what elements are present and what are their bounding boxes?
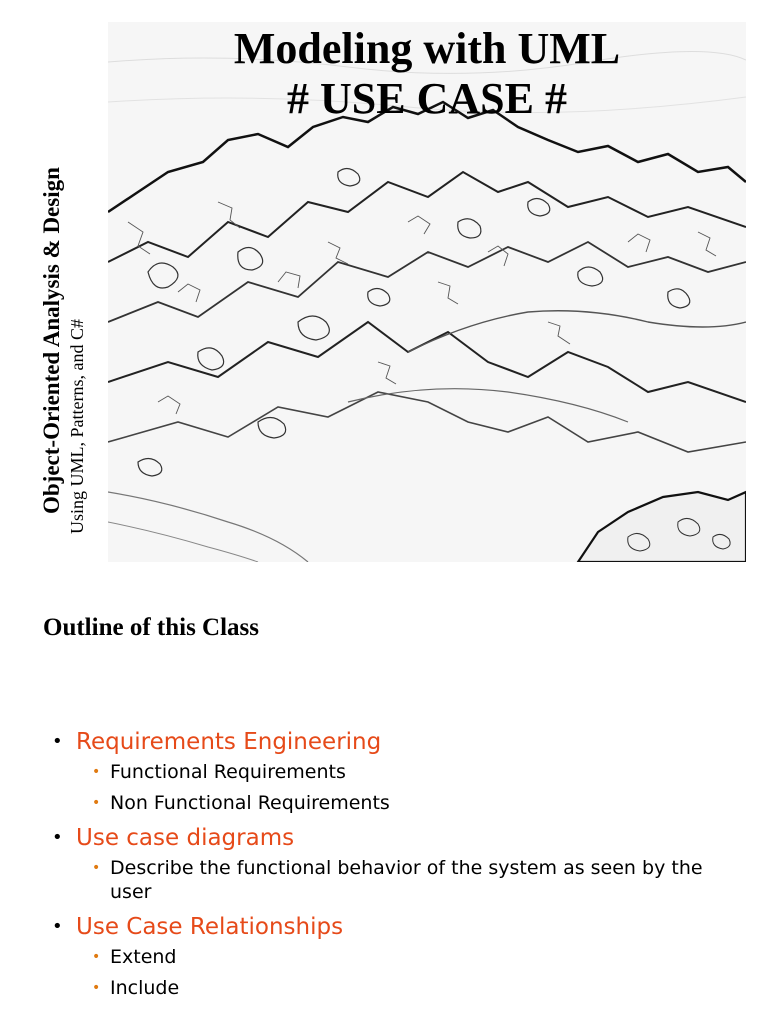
bullet-dot-small-icon: • <box>92 860 101 876</box>
outline-subitem <box>86 976 732 1000</box>
outline-subitem-label: Describe the functional behavior of the system as seen by the user <box>110 857 703 903</box>
outline-item-requirements <box>52 726 732 815</box>
title-line-1: Modeling with UML <box>233 24 621 73</box>
outline-item-relationships <box>52 911 732 1000</box>
bullet-dot-small-icon: • <box>92 949 101 965</box>
outline-subitem <box>86 760 732 784</box>
outline-item-label: Requirements Engineering <box>76 729 382 755</box>
outline-item-label: Use Case Relationships <box>76 914 344 940</box>
outline-item-label: Use case diagrams <box>76 825 295 851</box>
outline-sublist <box>86 945 732 1000</box>
outline-slide <box>0 582 768 1024</box>
slide-title <box>108 24 746 124</box>
bullet-dot-icon: • <box>52 916 63 937</box>
bullet-dot-small-icon: • <box>92 795 101 811</box>
outline-subitem <box>86 856 732 904</box>
bullet-dot-icon: • <box>52 731 63 752</box>
title-line-2: # USE CASE # <box>287 74 567 123</box>
vertical-course-title <box>40 30 86 550</box>
outline-subitem-label: Functional Requirements <box>110 761 346 783</box>
course-subtitle: Using UML, Patterns, and C# <box>67 319 87 534</box>
outline-item-use-case-diagrams <box>52 822 732 904</box>
outline-subitem-label: Include <box>110 977 180 999</box>
outline-sublist <box>86 760 732 815</box>
outline-list <box>52 726 732 1007</box>
bullet-dot-icon: • <box>52 827 63 848</box>
outline-subitem <box>86 791 732 815</box>
bullet-dot-small-icon: • <box>92 764 101 780</box>
outline-sublist <box>86 856 732 904</box>
course-title: Object-Oriented Analysis & Design <box>39 167 64 514</box>
outline-subitem-label: Extend <box>110 946 177 968</box>
outline-subitem <box>86 945 732 969</box>
outline-subitem-label: Non Functional Requirements <box>110 792 390 814</box>
outline-heading: Outline of this Class <box>43 614 260 641</box>
bullet-dot-small-icon: • <box>92 980 101 996</box>
